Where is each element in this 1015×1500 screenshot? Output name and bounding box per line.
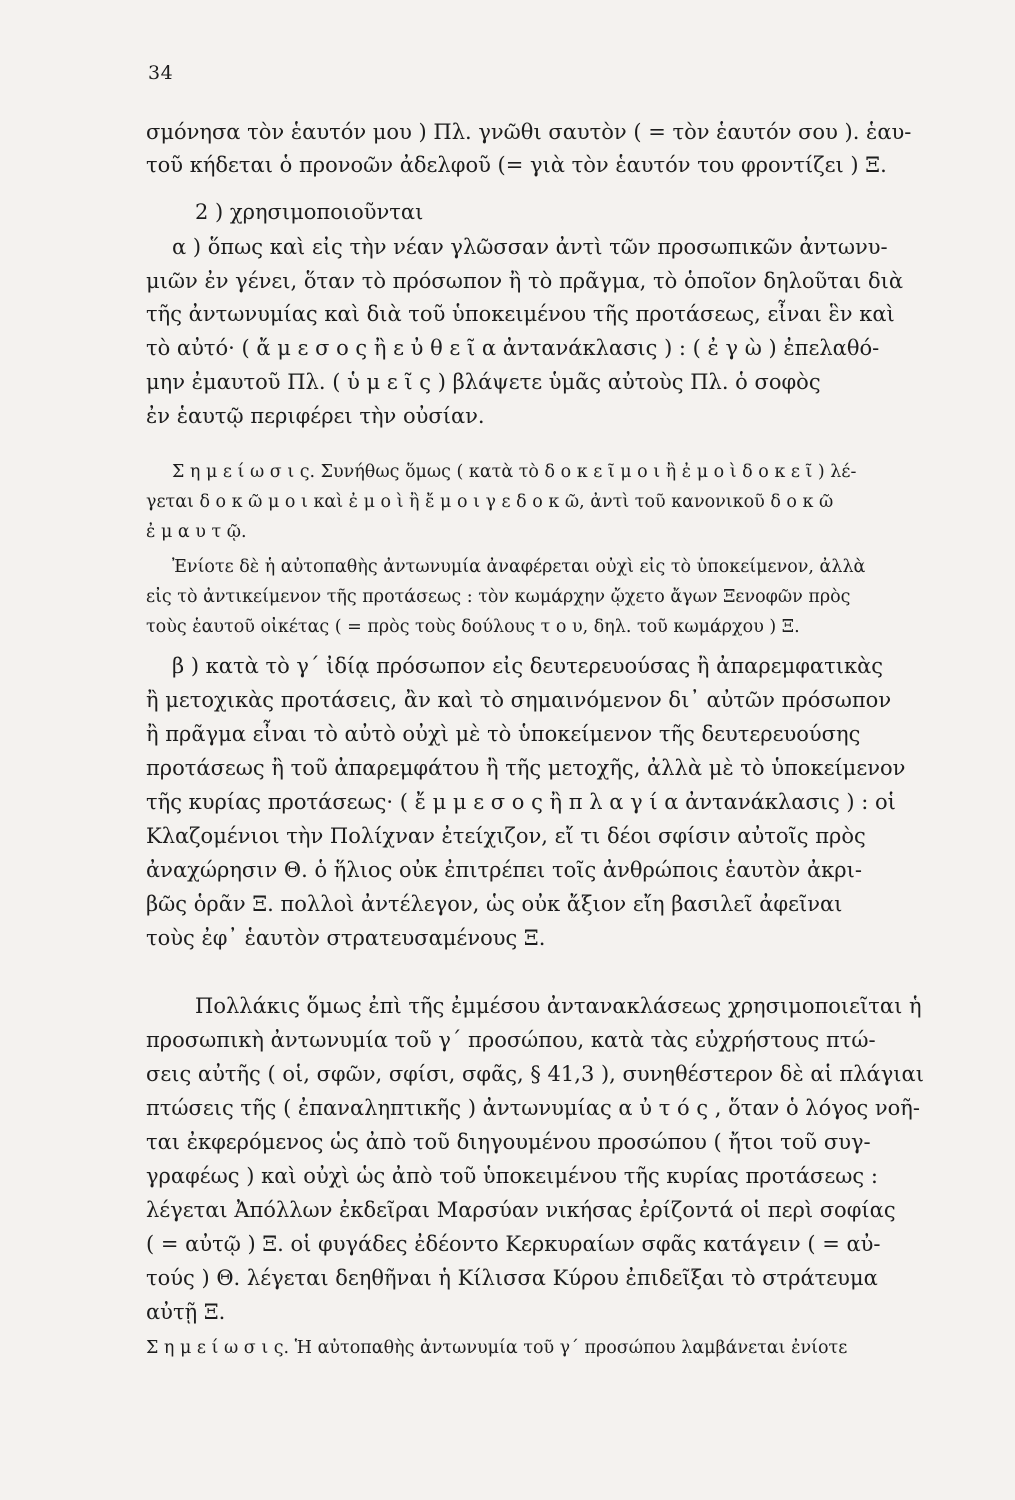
text-line: λέγεται Ἀπόλλων ἐκδεῖραι Μαρσύαν νικήσας ἐρίζοντά οἱ περὶ σοφίας [146, 1198, 896, 1222]
text-line: τοῦ κήδεται ὁ προνοῶν ἀδελφοῦ (= γιὰ τὸν ἑαυτόν του φροντίζει ) Ξ. [146, 153, 887, 177]
text-line: ἐν ἑαυτῷ περιφέρει τὴν οὐσίαν. [146, 404, 485, 428]
text-line: τοὺς ἐφ᾽ ἑαυτὸν στρατευσαμένους Ξ. [146, 926, 546, 950]
note-line: Σ η μ ε ί ω σ ι ς. Ἡ αὐτοπαθὴς ἀντωνυμία τοῦ γ΄ προσώπου λαμβάνεται ἐνίοτε [146, 1338, 848, 1358]
text-line: ἢ μετοχικὰς προτάσεις, ἂν καὶ τὸ σημαινόμενον δι᾽ αὐτῶν πρόσωπον [146, 688, 892, 712]
text-line: μιῶν ἐν γένει, ὅταν τὸ πρόσωπον ἢ τὸ πρᾶγμα, τὸ ὁποῖον δηλοῦται διὰ [146, 269, 904, 293]
text-line: τούς ) Θ. λέγεται δεηθῆναι ἡ Κίλισσα Κύρου ἐπιδεῖξαι τὸ στράτευμα [146, 1266, 878, 1290]
note-line: ἐ μ α υ τ ῷ. [146, 522, 247, 542]
note-line: εἰς τὸ ἀντικείμενον τῆς προτάσεως : τὸν κωμάρχην ᾤχετο ἄγων Ξενοφῶν πρὸς [146, 587, 851, 607]
text-line: γραφέως ) καὶ οὐχὶ ὡς ἀπὸ τοῦ ὑποκειμένου τῆς κυρίας προτάσεως : [146, 1164, 878, 1188]
text-line: τὸ αὐτό· ( ἄ μ ε σ ο ς ἢ ε ὐ θ ε ῖ α ἀντανάκλασις ) : ( ἐ γ ὼ ) ἐπελαθό- [146, 336, 880, 360]
text-line: αὐτῇ Ξ. [146, 1300, 226, 1324]
note-line: τοὺς ἑαυτοῦ οἰκέτας ( = πρὸς τοὺς δούλους τ ο υ, δηλ. τοῦ κωμάρχου ) Ξ. [146, 617, 800, 637]
text-line: προσωπικὴ ἀντωνυμία τοῦ γ΄ προσώπου, κατὰ τὰς εὐχρήστους πτώ- [146, 1028, 876, 1052]
text-line: βῶς ὁρᾶν Ξ. πολλοὶ ἀντέλεγον, ὡς οὐκ ἄξιον εἴη βασιλεῖ ἀφεῖναι [146, 892, 843, 916]
text-line: β ) κατὰ τὸ γ΄ ἰδίᾳ πρόσωπον εἰς δευτερευούσας ἢ ἀπαρεμφατικὰς [172, 654, 884, 678]
text-line: ἢ πρᾶγμα εἶναι τὸ αὐτὸ οὐχὶ μὲ τὸ ὑποκείμενον τῆς δευτερευούσης [146, 722, 861, 746]
text-line: α ) ὅπως καὶ εἰς τὴν νέαν γλῶσσαν ἀντὶ τῶν προσωπικῶν ἀντωνυ- [172, 235, 888, 259]
text-line: μην ἐμαυτοῦ Πλ. ( ὑ μ ε ῖ ς ) βλάψετε ὑμᾶς αὐτοὺς Πλ. ὁ σοφὸς [146, 370, 821, 394]
text-line: προτάσεως ἢ τοῦ ἀπαρεμφάτου ἢ τῆς μετοχῆς, ἀλλὰ μὲ τὸ ὑποκείμενον [146, 756, 906, 780]
text-line: τῆς κυρίας προτάσεως· ( ἔ μ μ ε σ ο ς ἢ π λ α γ ί α ἀντανάκλασις ) : οἱ [146, 790, 896, 814]
page-number: 34 [148, 62, 174, 84]
text-line: ἀναχώρησιν Θ. ὁ ἥλιος οὐκ ἐπιτρέπει τοῖς ἀνθρώποις ἑαυτὸν ἀκρι- [146, 858, 862, 882]
section-heading: 2 ) χρησιμοποιοῦνται [195, 200, 424, 224]
note-line: γεται δ ο κ ῶ μ ο ι καὶ ἐ μ ο ὶ ἢ ἔ μ ο ι γ ε δ ο κ ῶ, ἀντὶ τοῦ κανονικοῦ δ ο κ ῶ [146, 492, 834, 512]
text-line: ( = αὐτῷ ) Ξ. οἱ φυγάδες ἐδέοντο Κερκυραίων σφᾶς κατάγειν ( = αὐ- [146, 1232, 881, 1256]
text-line: σεις αὐτῆς ( οἱ, σφῶν, σφίσι, σφᾶς, § 41,3 ), συνηθέστερον δὲ αἱ πλάγιαι [146, 1062, 924, 1086]
text-line: ται ἐκφερόμενος ὡς ἀπὸ τοῦ διηγουμένου προσώπου ( ἤτοι τοῦ συγ- [146, 1130, 871, 1154]
note-line: Ἐνίοτε δὲ ἡ αὐτοπαθὴς ἀντωνυμία ἀναφέρεται οὐχὶ εἰς τὸ ὑποκείμενον, ἀλλὰ [172, 557, 866, 577]
text-line: Κλαζομένιοι τὴν Πολίχναν ἐτείχιζον, εἴ τι δέοι σφίσιν αὐτοῖς πρὸς [146, 824, 866, 848]
text-line: πτώσεις τῆς ( ἐπαναληπτικῆς ) ἀντωνυμίας α ὐ τ ό ς , ὅταν ὁ λόγος νοῆ- [146, 1096, 920, 1120]
text-line: σμόνησα τὸν ἑαυτόν μου ) Πλ. γνῶθι σαυτὸν ( = τὸν ἑαυτόν σου ). ἑαυ- [146, 120, 912, 144]
text-line: τῆς ἀντωνυμίας καὶ διὰ τοῦ ὑποκειμένου τῆς προτάσεως, εἶναι ἓν καὶ [146, 302, 895, 326]
note-line: Σ η μ ε ί ω σ ι ς. Συνήθως ὅμως ( κατὰ τὸ δ ο κ ε ῖ μ ο ι ἢ ἐ μ ο ὶ δ ο κ ε ῖ ) λέ- [172, 462, 857, 482]
text-line: Πολλάκις ὅμως ἐπὶ τῆς ἐμμέσου ἀντανακλάσεως χρησιμοποιεῖται ἡ [195, 994, 922, 1018]
